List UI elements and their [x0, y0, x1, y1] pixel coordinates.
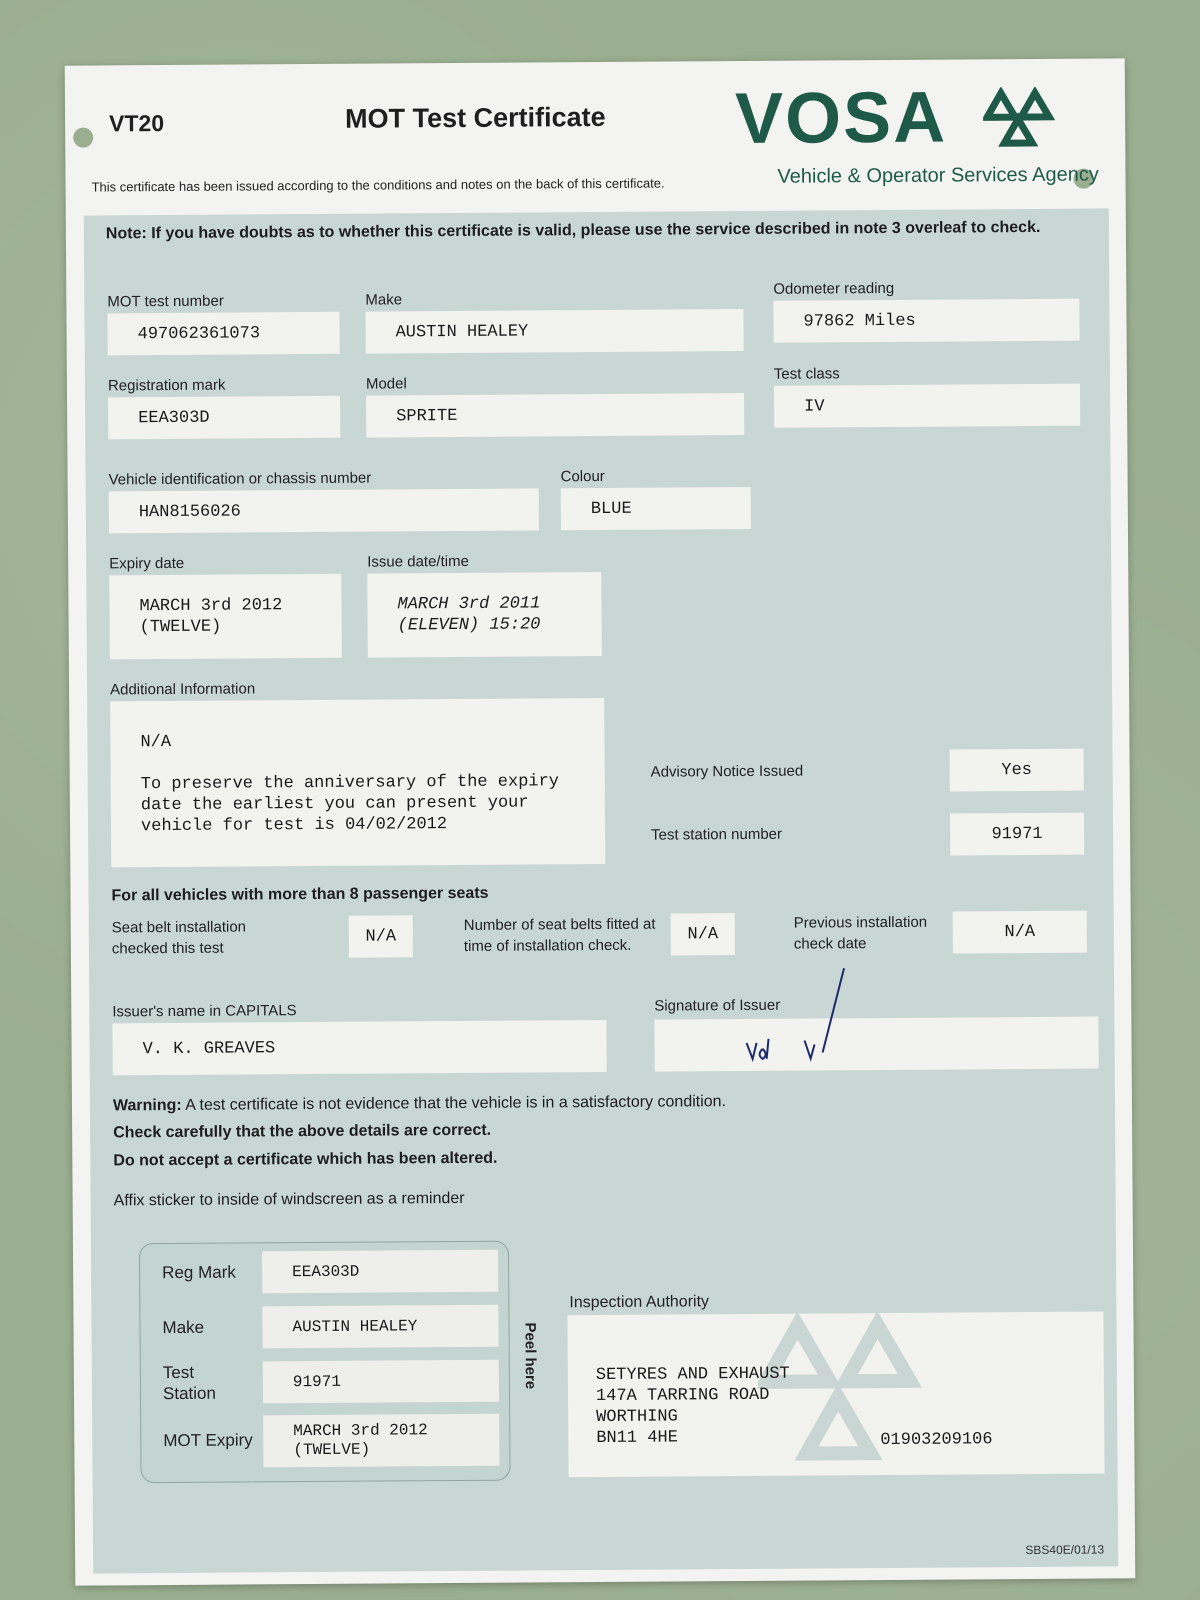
sticker-make-label: Make	[162, 1317, 205, 1338]
vin-label: Vehicle identification or chassis number	[108, 469, 372, 489]
passenger-heading: For all vehicles with more than 8 passenger seats	[111, 884, 489, 905]
registration-value: EEA303D	[108, 396, 340, 440]
inspection-authority-address: SETYRES AND EXHAUST 147A TARRING ROAD WORTHING BN11 4HE	[595, 1364, 790, 1449]
sticker-reg-value: EEA303D	[262, 1250, 498, 1294]
sticker-expiry-label: MOT Expiry	[163, 1430, 253, 1451]
issuer-signature-icon	[654, 1017, 1098, 1072]
sticker-expiry-value: MARCH 3rd 2012 (TWELVE)	[263, 1414, 499, 1468]
make-label: Make	[365, 291, 403, 309]
inspection-authority-box	[567, 1311, 1104, 1477]
test-station-value: 91971	[950, 813, 1084, 856]
issue-label: Issue date/time	[367, 552, 469, 571]
seatbelt-check-value: N/A	[349, 915, 413, 957]
mot-triangles-icon	[983, 87, 1055, 150]
seatbelt-count-label: Number of seat belts fitted at time of installation check.	[463, 915, 656, 955]
additional-info-label: Additional Information	[110, 680, 256, 699]
model-value: SPRITE	[366, 393, 744, 438]
sticker-station-value: 91971	[263, 1360, 499, 1404]
affix-sticker-note: Affix sticker to inside of windscreen as a reminder	[113, 1189, 465, 1210]
issuer-name-label: Issuer's name in CAPITALS	[112, 1002, 297, 1021]
previous-check-value: N/A	[953, 911, 1087, 954]
issue-value: MARCH 3rd 2011 (ELEVEN) 15:20	[367, 572, 602, 658]
mot-certificate	[65, 58, 1136, 1585]
check-details-warning: Check carefully that the above details are correct.	[113, 1121, 492, 1142]
make-value: AUSTIN HEALEY	[365, 309, 743, 354]
windscreen-sticker[interactable]	[139, 1241, 511, 1484]
validity-note: Note: If you have doubts as to whether this certificate is valid, please use the service described in note 3 overleaf to check.	[105, 218, 1041, 243]
sticker-reg-label: Reg Mark	[162, 1262, 236, 1283]
expiry-value: MARCH 3rd 2012 (TWELVE)	[109, 574, 342, 660]
mot-test-number-value: 497062361073	[107, 312, 339, 356]
document-title: MOT Test Certificate	[344, 101, 606, 134]
altered-warning: Do not accept a certificate which has been altered.	[113, 1149, 498, 1170]
signature-label: Signature of Issuer	[654, 996, 781, 1015]
inspection-authority-label: Inspection Authority	[569, 1293, 710, 1312]
model-label: Model	[365, 375, 407, 393]
sticker-make-value: AUSTIN HEALEY	[262, 1305, 498, 1349]
form-id: VT20	[109, 110, 165, 137]
mot-test-number-label: MOT test number	[107, 292, 224, 311]
peel-here-label: Peel here	[521, 1322, 539, 1390]
previous-check-label: Previous installation check date	[793, 913, 928, 953]
certificate-panel	[84, 208, 1118, 1573]
test-station-label: Test station number	[651, 825, 783, 844]
agency-name: Vehicle & Operator Services Agency	[777, 163, 1099, 188]
form-code: SBS40E/01/13	[1025, 1542, 1105, 1558]
registration-label: Registration mark	[107, 376, 226, 395]
additional-info-value: N/A To preserve the anniversary of the expiry date the earliest you can present your vehicle for test is 04/02/2012	[110, 698, 605, 867]
seatbelt-count-value: N/A	[671, 913, 735, 955]
colour-label: Colour	[560, 467, 605, 486]
advisory-label: Advisory Notice Issued	[650, 762, 804, 781]
warning-label: Warning:	[112, 1096, 182, 1115]
document-subtitle: This certificate has been issued according to the conditions and notes on the back of this certificate.	[91, 175, 665, 195]
inspection-authority-phone: 01903209106	[880, 1430, 993, 1451]
punch-hole	[73, 128, 93, 148]
odometer-value: 97862 Miles	[773, 299, 1079, 343]
warning-text: A test certificate is not evidence that the vehicle is in a satisfactory condition.	[185, 1093, 727, 1114]
test-class-label: Test class	[773, 365, 840, 383]
signature-box	[654, 1017, 1098, 1072]
odometer-label: Odometer reading	[773, 279, 895, 298]
sticker-station-label: Test Station	[162, 1362, 216, 1404]
test-class-value: IV	[774, 384, 1080, 428]
issuer-name-value: V. K. GREAVES	[112, 1020, 606, 1075]
warning-line	[113, 1093, 726, 1115]
seatbelt-check-label: Seat belt installation checked this test	[111, 918, 247, 958]
colour-value: BLUE	[561, 487, 751, 530]
expiry-label: Expiry date	[109, 554, 185, 573]
brand-name: VOSA	[734, 77, 948, 160]
vosa-logo	[734, 77, 948, 160]
vin-value: HAN8156026	[109, 488, 539, 533]
advisory-value: Yes	[950, 749, 1084, 792]
